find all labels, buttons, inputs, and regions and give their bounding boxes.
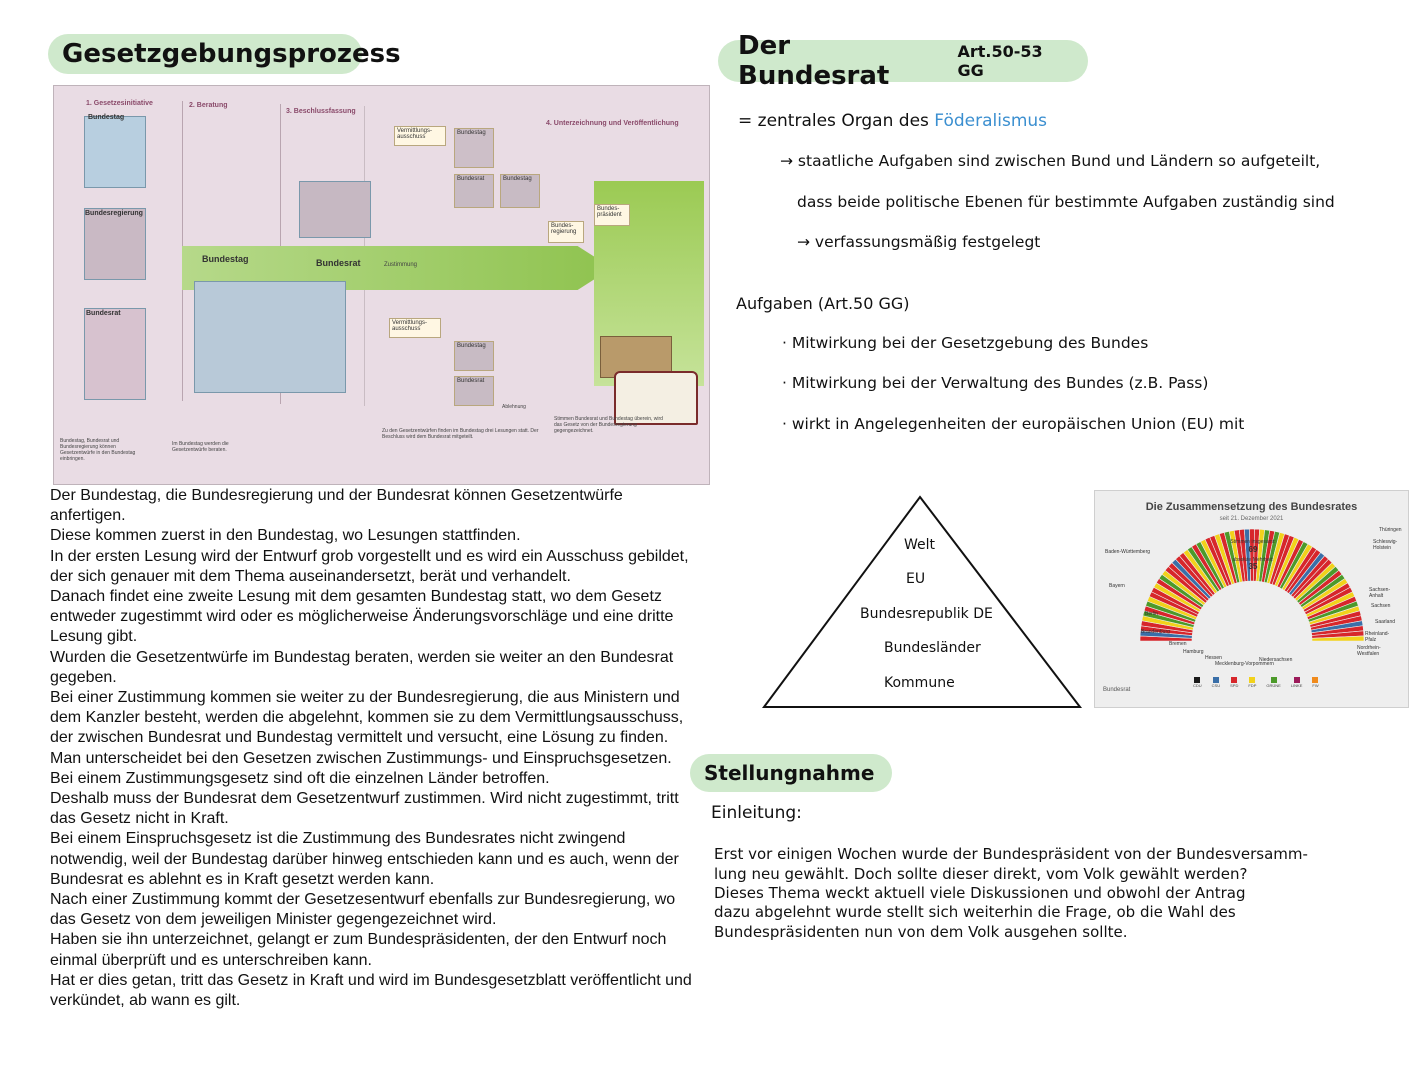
paragraph: Bei einer Zustimmung kommen sie weiter zu der Bundesregierung, die aus Ministern und dem Kanzler besteht, werden die abgelehnt, kommen sie zu dem Vermittlungsausschuss, der zwischen Bundesrat und Bundestag vermittelt und versucht, eine Lösung zu finden. <box>50 689 684 747</box>
definition-term: Föderalismus <box>934 111 1048 131</box>
state-label: Thüringen <box>1379 527 1402 533</box>
task-item: · wirkt in Angelegenheiten der europäischen Union (EU) mit <box>782 415 1245 433</box>
pyramid-level: Welt <box>904 537 936 553</box>
task-item: · Mitwirkung bei der Gesetzgebung des Bundes <box>782 334 1149 352</box>
statement-line: Dieses Thema weckt aktuell viele Diskussionen und obwohl der Antrag <box>714 884 1246 902</box>
legend-item <box>1193 677 1202 688</box>
legend-item <box>1248 677 1256 688</box>
state-label: Niedersachsen <box>1259 657 1293 663</box>
figure-label: Bundesrat <box>454 174 494 208</box>
chart-legend <box>1193 677 1319 688</box>
paragraph: In der ersten Lesung wird der Entwurf grob vorgestellt und es wird ein Ausschuss gebildet, der sich genauer mit dem Thema auseinandersetzt, berät und verhandelt. <box>50 547 689 585</box>
state-label: Bayern <box>1109 583 1125 589</box>
statement-line: Bundespräsidenten nun von dem Volk ausgehen sollte. <box>714 923 1128 941</box>
intro-heading: Einleitung: <box>711 803 802 823</box>
legend-item <box>1212 677 1220 688</box>
legislation-explanation-text <box>50 486 700 1011</box>
figure-column-title: 3. Beschlussfassung <box>286 108 356 115</box>
figure-label: Bundestag <box>500 174 540 208</box>
task-item: · Mitwirkung bei der Verwaltung des Bundes (z.B. Pass) <box>782 374 1209 392</box>
figure-label: Bundestag <box>454 128 494 168</box>
state-label: Sachsen-Anhalt <box>1369 587 1391 599</box>
figure-group-illustration <box>299 181 371 238</box>
task-text: Mitwirkung bei der Verwaltung des Bundes (z.B. Pass) <box>791 374 1209 392</box>
state-label: Schleswig-Holstein <box>1373 539 1398 551</box>
paragraph: Bei einem Einspruchsgesetz ist die Zustimmung des Bundesrates nicht zwingend notwendig, weil der Bundestag darüber hinweg entschieden kann und es auch, wenn der Bundesrat es ablehnt es in Kraft gesetzt werden kann. <box>50 830 679 888</box>
paragraph: Haben sie ihn unterzeichnet, gelangt er zum Bundespräsidenten, der den Entwurf noch einmal überprüft und es unterschreiben kann. <box>50 931 667 969</box>
legend-item <box>1230 677 1238 688</box>
figure-label: Bundestag <box>88 114 125 121</box>
state-label: Brandenburg <box>1141 629 1170 635</box>
figure-label: Bundesrat <box>316 258 361 268</box>
legend-label: LINKE <box>1290 683 1303 688</box>
legend-label: SPD <box>1230 683 1239 688</box>
majority-value: 35 <box>1248 562 1258 571</box>
figure-group-illustration <box>84 308 146 400</box>
paragraph: Deshalb muss der Bundesrat dem Gesetzentwurf zustimmen. Wird nicht zugestimmt, tritt das Gesetz nicht in Kraft. <box>50 790 679 828</box>
state-label: Berlin <box>1145 611 1158 617</box>
bundestag-plenary-illustration <box>194 281 346 393</box>
paragraph: Hat er dies getan, tritt das Gesetz in Kraft und wird im Bundesgesetzblatt veröffentlicht und verkündet, ab wann es gilt. <box>50 971 692 1010</box>
chart-source: Bundesrat <box>1103 687 1131 693</box>
right-title-pill <box>718 31 1088 91</box>
figure-column-title: 1. Gesetzesinitiative <box>86 100 153 107</box>
paragraph: Danach findet eine zweite Lesung mit dem gesamten Bundestag statt, wo dem Gesetz entweder zugestimmt wird oder es möglicherweise Änderungsvorschläge und eine dritte Lesung gibt. <box>50 588 674 646</box>
figure-label: Bundesrat <box>454 376 494 406</box>
statement-title: Stellungnahme <box>704 761 875 785</box>
legend-label: GRÜNE <box>1266 683 1281 688</box>
state-label: Mecklenburg-Vorpommern <box>1215 661 1274 667</box>
legend-label: FW <box>1312 683 1319 688</box>
figure-label: Bundestag <box>202 254 249 264</box>
figure-label: Vermittlungs-ausschuss <box>389 318 441 338</box>
chart-title: Die Zusammensetzung des Bundesrates <box>1145 501 1358 513</box>
state-label: Baden-Württemberg <box>1105 549 1151 555</box>
paragraph: Bei einem Zustimmungsgesetz sind oft die einzelnen Länder betroffen. <box>50 769 550 787</box>
definition-prefix: = zentrales Organ des <box>738 111 929 131</box>
right-title: Der Bundesrat <box>738 31 890 91</box>
figure-label: Zustimmung <box>384 262 418 268</box>
bundesrat-hemicycle <box>1095 491 1408 707</box>
figure-label: Ablehnung <box>502 404 526 410</box>
state-label: Hamburg <box>1183 649 1204 655</box>
state-label: Sachsen <box>1371 603 1391 609</box>
figure-label: Bundesrat <box>86 310 121 317</box>
paragraph: Wurden die Gesetzentwürfe im Bundestag beraten, werden sie weiter an den Bundesrat gegeben. <box>50 648 674 686</box>
figure-group-illustration <box>84 116 146 188</box>
legend-item <box>1266 677 1280 688</box>
state-label: Hessen <box>1205 655 1222 661</box>
state-label: Nordrhein-Westfalen <box>1357 645 1381 657</box>
left-title: Gesetzgebungsprozess <box>62 39 401 69</box>
pyramid-level: Bundesrepublik DE <box>860 606 993 622</box>
total-label: Stimmen insgesamt: <box>1230 539 1276 545</box>
task-text: Mitwirkung bei der Gesetzgebung des Bundes <box>791 334 1149 352</box>
figure-caption: Stimmen Bundesrat und Bundestag überein, wird das Gesetz von der Bundesregierung gegengezeichnet. <box>554 416 663 434</box>
chart-subtitle: seit 21. Dezember 2021 <box>1219 516 1284 522</box>
figure-column-title: 4. Unterzeichnung und Veröffentlichung <box>546 120 679 127</box>
legend-item <box>1291 677 1303 688</box>
total-value: 69 <box>1248 545 1258 554</box>
figure-group-illustration <box>84 208 146 280</box>
state-label: Saarland <box>1375 619 1396 625</box>
pyramid-level: Bundesländer <box>884 640 981 656</box>
state-label: Bremen <box>1169 641 1187 647</box>
figure-column-title: 2. Beratung <box>189 102 228 109</box>
figure-label: Bundes-präsident <box>594 204 630 226</box>
legend-label: CDU <box>1193 683 1202 688</box>
paragraph: Nach einer Zustimmung kommt der Gesetzesentwurf ebenfalls zur Bundesregierung, wo das Gesetz von dem jeweiligen Minister gegengezeichnet wird. <box>50 891 676 929</box>
figure-caption: Zu den Gesetzentwürfen finden im Bundestag drei Lesungen statt. Der Beschluss wird dem Bundesrat mitgeteilt. <box>382 428 539 440</box>
legend-label: CSU <box>1211 683 1221 688</box>
statement-line: Erst vor einigen Wochen wurde der Bundespräsident von der Bundesversamm- <box>714 845 1308 863</box>
right-title-ref: Art.50-53 GG <box>957 42 1043 80</box>
figure-label: Bundes-regierung <box>548 221 584 243</box>
statement-line: dazu abgelehnt wurde stellt sich weiterhin die Frage, ob die Wahl des <box>714 903 1236 921</box>
paragraph: Diese kommen zuerst in den Bundestag, wo Lesungen stattfinden. <box>50 527 521 545</box>
state-label: Rheinland-Pfalz <box>1365 631 1390 643</box>
paragraph: Man unterscheidet bei den Gesetzen zwischen Zustimmungs- und Einspruchsgesetzen. <box>50 749 672 767</box>
definition-arrow-line: → verfassungsmäßig festgelegt <box>797 233 1041 251</box>
legend-label: FDP <box>1248 683 1257 688</box>
definition-arrow-line: dass beide politische Ebenen für bestimmte Aufgaben zuständig sind <box>797 193 1335 211</box>
left-title-pill <box>48 34 401 74</box>
figure-caption: Im Bundestag werden die Gesetzentwürfe beraten. <box>172 441 229 453</box>
pyramid-level: Kommune <box>884 675 955 691</box>
figure-label: Bundestag <box>454 341 494 371</box>
tasks-heading: Aufgaben (Art.50 GG) <box>736 294 910 313</box>
legislation-process-figure <box>53 85 710 485</box>
figure-label: Bundesregierung <box>85 210 143 217</box>
definition-line <box>738 111 1047 131</box>
figure-label: Vermittlungs-ausschuss <box>394 126 446 146</box>
statement-line: lung neu gewählt. Doch sollte dieser direkt, vom Volk gewählt werden? <box>714 865 1248 883</box>
task-text: wirkt in Angelegenheiten der europäischen Union (EU) mit <box>791 415 1245 433</box>
majority-label: absolute Mehrheit: <box>1232 557 1274 563</box>
paragraph: Der Bundestag, die Bundesregierung und der Bundesrat können Gesetzentwürfe anfertigen. <box>50 487 623 525</box>
figure-caption: Bundestag, Bundesrat und Bundesregierung können Gesetzentwürfe in den Bundestag einbringen. <box>60 438 136 462</box>
statement-title-pill <box>690 754 892 792</box>
bundesrat-composition-figure <box>1094 490 1409 708</box>
definition-arrow-line: → staatliche Aufgaben sind zwischen Bund und Ländern so aufgeteilt, <box>780 152 1321 170</box>
legend-item <box>1312 677 1318 688</box>
pyramid-level: EU <box>906 571 926 587</box>
